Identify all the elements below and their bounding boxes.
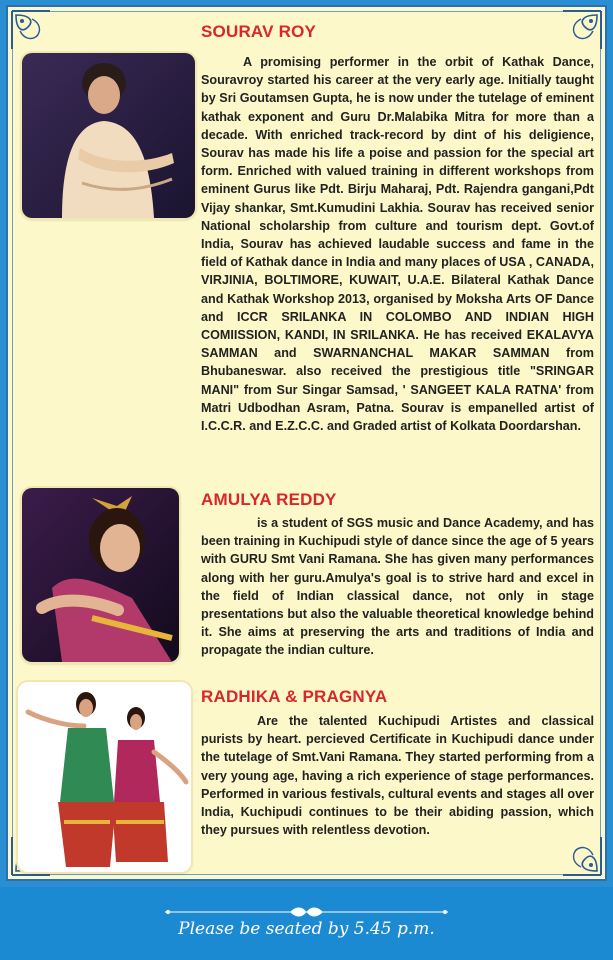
- section-text-radhika-pragnya: Are the talented Kuchipudi Artistes and classical purists by heart. percieved Certificate in Kuchipudi dance under the tutelage of Smt.Vani Ramana. They started performing from a very young age, having a rich experience of stage performances. Performed in various festivals, cultural events and stages all over India, Kuchipudi continues to be their abiding passion, which they pursues with relentless devotion.: [201, 714, 594, 838]
- footer-seating-note: Please be seated by 5.45 p.m.: [178, 919, 435, 939]
- section-title-sourav-roy: SOURAV ROY: [201, 22, 317, 41]
- ornament-corner-icon: [559, 9, 603, 53]
- section-title-amulya-reddy: AMULYA REDDY: [201, 490, 337, 509]
- ornament-corner-icon: [559, 833, 603, 877]
- section-text-amulya-reddy: is a student of SGS music and Dance Academy, and has been training in Kuchipudi style of dance since the age of 5 years with GURU Smt Vani Ramana. She has given many performances along with her guru.Amulya's goal is to strive hard and excel in the field of Indian classical dance, not only in stage presentations but also the valuable theoretical knowledge behind it. She aims at preserving the arts and traditions of India and propagate the indian culture.: [201, 516, 594, 658]
- footer-bar: [0, 887, 613, 960]
- section-text-sourav-roy: A promising performer in the orbit of Kathak Dance, Souravroy started his career at the very early age. Initially taught by Sri Goutamsen Gupta, he is now under the tutelage of eminent kathak exponent and Guru Dr.Malabika Mitra for more than a decade. With enriched track-record by dint of his deligience, Sourav has made his life a poise and passion for the special art form. Enriched with valued training in different workshops from eminent Gurus like Pdt. Birju Maharaj, Pdt. Rajendra gangani,Pdt Vijay shankar, Smt.Kumudini Lakhia. Sourav has received senior National scholarship from culture and tourism dept. Govt.of India, Sourav has achieved laudable success and fame in the field of Kathak dance in India and many places of USA , CANADA, VIRJINIA, BOLTIMORE, KUWAIT, U.A.E. Bilateral Kathak Dance and Kathak Workshop 2013, organised by Moksha Arts OF Dance and ICCR SRILANKA IN COLOMBO AND INDIAN HIGH COMIISSION, KANDI, IN SRILANKA. He has received EKALAVYA SAMMAN and SWARNANCHAL MAKAR SAMMAN from Bhubaneswar. also received the prestigious title "SRINGAR MANI" from Sur Singar Samsad, ' SANGEET KALA RATNA' from Matri Udbodhan Asram, Patna. Sourav is empanelled artist of I.C.C.R. and E.Z.C.C. and Graded artist of Kolkata Doordarshan.: [201, 55, 594, 434]
- photo-sourav-roy: [22, 53, 195, 218]
- photo-amulya-reddy: [22, 488, 179, 662]
- ornament-divider-icon: [165, 907, 448, 917]
- section-title-radhika-pragnya: RADHIKA & PRAGNYA: [201, 687, 388, 706]
- photo-radhika-pragnya: [18, 682, 191, 872]
- ornament-corner-icon: [10, 9, 54, 53]
